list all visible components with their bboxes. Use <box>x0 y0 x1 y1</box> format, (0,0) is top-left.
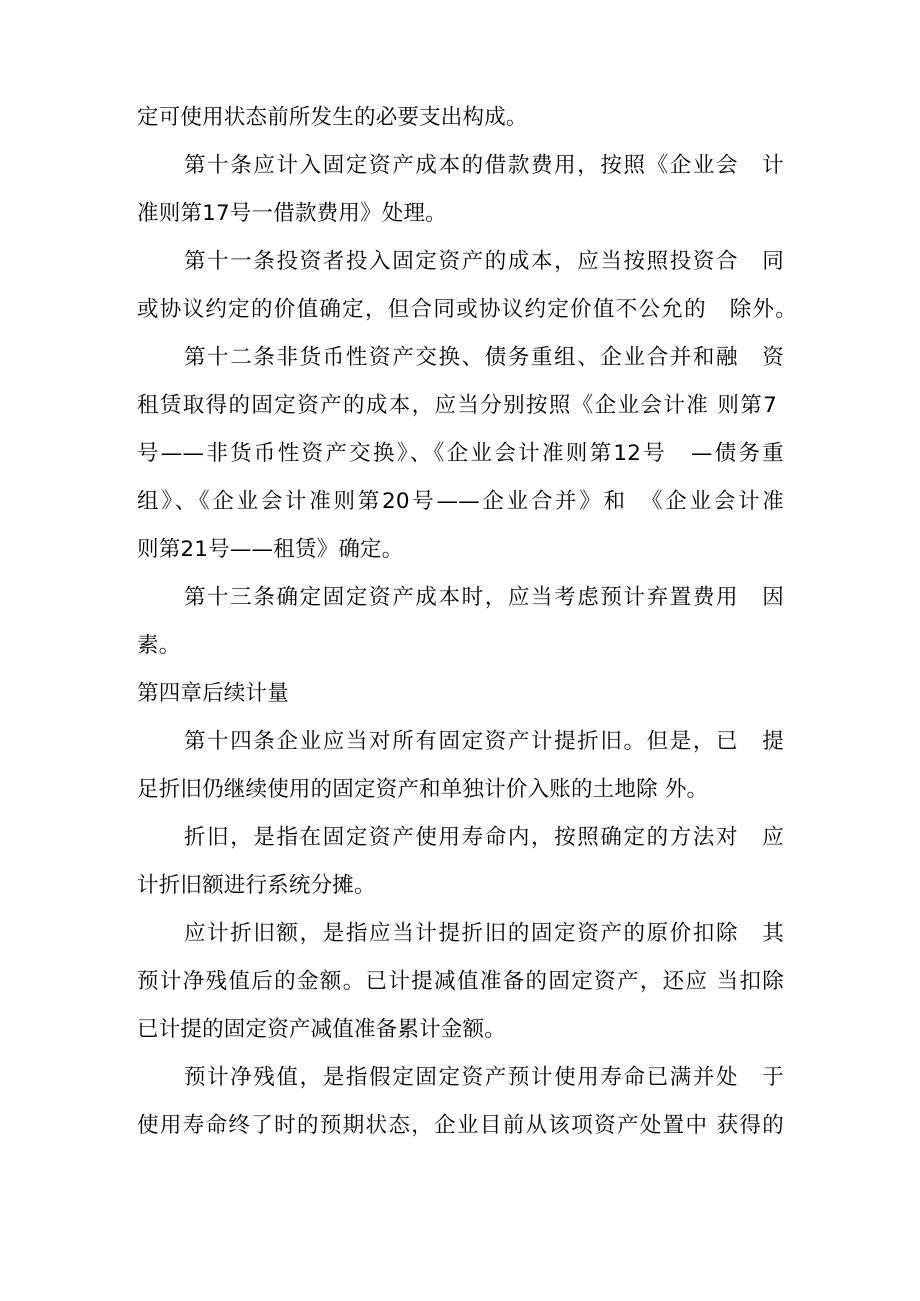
text-line: 号——非货币性资产交换》、《企业会计准则第12号 —债务重 <box>137 441 784 466</box>
text-line: 足折旧仍继续使用的固定资产和单独计价入账的土地除 外。 <box>137 777 709 802</box>
text-line: 应计折旧额，是指应当计提折旧的固定资产的原价扣除 其 <box>184 921 784 946</box>
text-line: 准则第17号一借款费用》处理。 <box>137 201 447 226</box>
text-line: 定可使用状态前所发生的必要支出构成。 <box>137 105 528 130</box>
text-line: 第十一条投资者投入固定资产的成本，应当按照投资合 同 <box>184 249 784 274</box>
text-line: 预计净残值，是指假定固定资产预计使用寿命已满并处 于 <box>184 1065 784 1090</box>
text-line: 第十条应计入固定资产成本的借款费用，按照《企业会 计 <box>184 153 784 178</box>
text-line: 计折旧额进行系统分摊。 <box>137 873 376 898</box>
text-line: 第十二条非货币性资产交换、债务重组、企业合并和融 资 <box>184 345 784 370</box>
chapter-heading: 第四章后续计量 <box>137 681 289 706</box>
text-line: 组》、《企业会计准则第20号——企业合并》和 《企业会计准 <box>137 489 784 514</box>
text-line: 折旧，是指在固定资产使用寿命内，按照确定的方法对 应 <box>184 825 784 850</box>
text-line: 第十四条企业应当对所有固定资产计提折旧。但是，已 提 <box>184 729 784 754</box>
text-line: 素。 <box>137 633 181 658</box>
text-line: 预计净残值后的金额。已计提减值准备的固定资产，还应 当扣除 <box>137 969 784 994</box>
text-line: 第十三条确定固定资产成本时，应当考虑预计弃置费用 因 <box>184 585 784 610</box>
text-line: 已计提的固定资产减值准备累计金额。 <box>137 1017 506 1042</box>
text-line: 或协议约定的价值确定，但合同或协议约定价值不公允的 除外。 <box>137 297 797 322</box>
text-line: 则第21号——租赁》确定。 <box>137 537 404 562</box>
text-line: 租赁取得的固定资产的成本，应当分别按照《企业会计准 则第7 <box>137 393 777 418</box>
text-line: 使用寿命终了时的预期状态，企业目前从该项资产处置中 获得的 <box>137 1113 784 1138</box>
